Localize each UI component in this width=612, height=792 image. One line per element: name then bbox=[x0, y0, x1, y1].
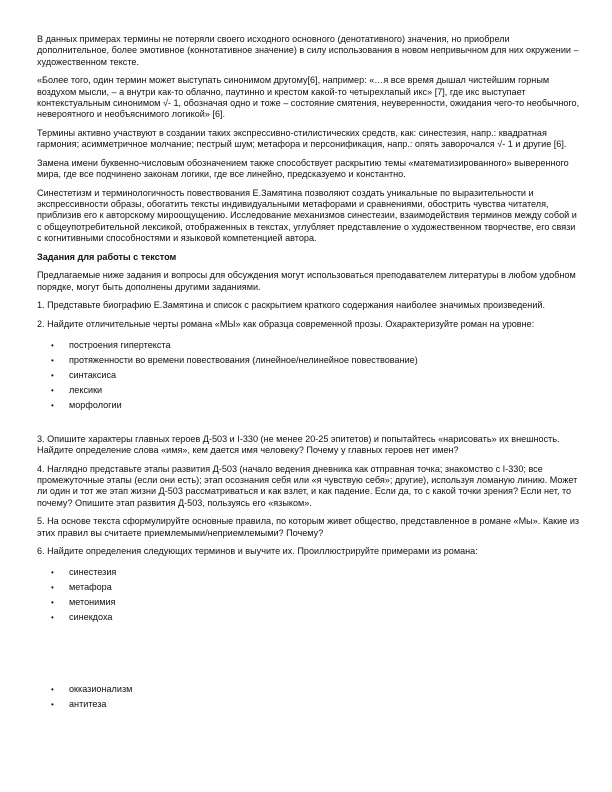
bullet-icon: • bbox=[51, 370, 54, 380]
bullet-icon: • bbox=[51, 699, 54, 709]
task-1: 1. Представьте биографию Е.Замятина и список с раскрытием краткого содержания наиболее значимых произведений. bbox=[37, 300, 546, 311]
list-item: • синестезия bbox=[37, 565, 582, 580]
document-body bbox=[37, 34, 582, 719]
bullet-icon: • bbox=[51, 400, 54, 410]
list-item: • синтаксиса bbox=[37, 368, 582, 383]
list-item: • метафора bbox=[37, 580, 582, 595]
list-item: • лексики bbox=[37, 383, 582, 398]
bullet-icon: • bbox=[51, 340, 54, 350]
bullet-icon: • bbox=[51, 684, 54, 694]
bullet-icon: • bbox=[51, 567, 54, 577]
bullet-icon: • bbox=[51, 612, 54, 622]
task-2: 2. Найдите отличительные черты романа «МЫ» как образца современной прозы. Охарактеризуйте роман на уровне: bbox=[37, 319, 535, 330]
paragraph-3: Термины активно участвуют в создании таких экспрессивно-стилистических средств, как: синестезия, напр.: квадратная гармония; асимметричное молчание; пестрый шум; метафора и персонификация, напр.: опять заворочался √- 1 и другие [6]. bbox=[37, 127, 567, 150]
spacer bbox=[37, 420, 582, 434]
section-heading: Задания для работы с текстом bbox=[37, 251, 177, 262]
bullet-icon: • bbox=[51, 355, 54, 365]
task-3: 3. Опишите характеры главных героев Д-503 и I-330 (не менее 20-25 эпитетов) и попытайтесь «нарисовать» их внешность. Найдите определение слова «имя», кем дается имя человеку? Почему у главных героев нет имен? bbox=[37, 433, 560, 456]
list-item: • построения гипертекста bbox=[37, 338, 582, 353]
paragraph-2: «Более того, один термин может выступать синонимом другому[6], например: «…я все время дышал чистейшим горным воздухом мысли, – а внутри как-то облачно, паутинно и крестом какой-то четырехлапый икс» [7], где икс выступает контекстуальным синонимом √- 1, обозначая одно и тоже – состояние смятения, неуверенности, ожидания чего-то необычного, невероятного и необъяснимого логикой» [6]. bbox=[37, 75, 580, 120]
bullet-icon: • bbox=[51, 385, 54, 395]
paragraph-4: Замена имени буквенно-числовым обозначением также способствует раскрытию темы «математизированного» выверенного мира, где все подчинено законам логики, где все линейно, предсказуемо и константно. bbox=[37, 157, 569, 180]
list-item: • окказионализм bbox=[37, 682, 582, 697]
task-5: 5. На основе текста сформулируйте основные правила, по которым живет общество, представленное в романе «Мы». Какие из этих правил вы считаете приемлемыми/неприемлемыми? Почему? bbox=[37, 516, 580, 538]
task-6: 6. Найдите определения следующих терминов и выучите их. Проиллюстрируйте примерами из романа: bbox=[37, 546, 478, 557]
terms-list bbox=[37, 565, 582, 625]
bullet-icon: • bbox=[51, 597, 54, 607]
list-item: • протяженности во времени повествования (линейное/нелинейное повествование) bbox=[37, 353, 582, 368]
terms-list-continued bbox=[37, 682, 582, 712]
list-item: • метонимия bbox=[37, 595, 582, 610]
paragraph-1: В данных примерах термины не потеряли своего исходного основного (денотативного) значения, но приобрели дополнительное, более эмотивное (коннотативное значение) в силу использования в новом непривычном для них окружении – художественном тексте. bbox=[37, 34, 579, 67]
intro-paragraph: Предлагаемые ниже задания и вопросы для обсуждения могут использоваться преподавателем литературы в любом удобном порядке, могут быть дополнены другими заданиями. bbox=[37, 270, 576, 292]
task-4: 4. Наглядно представьте этапы развития Д-503 (начало ведения дневника как отправная точка; знакомство с I-330; все промежуточные этапы (если они есть); этап осознания себя или «я чувствую себя»; другие), используя ломаную линию. Может ли один и тот же этап жизни Д-503 рассматриваться и как взлет, и как падение. Если да, то с какой точки зрения? Если нет, то почему? Опишите этап развития Д-503, пользуясь его «языком». bbox=[37, 463, 578, 508]
spacer bbox=[37, 632, 582, 682]
list-item: • морфологии bbox=[37, 398, 582, 413]
list-item: • антитеза bbox=[37, 697, 582, 712]
levels-list bbox=[37, 338, 582, 413]
paragraph-5: Синестетизм и терминологичность повествования Е.Замятина позволяют создать уникальные по выразительности и экспрессивности образы, обогатить тексты индивидуальными метафорами и сравнениями, обострить чувства читателя, приблизив его к авторскому мироощущению. Исследование механизмов синестезии, взаимодействия терминов между собой и с общеупотребительной лексикой, отображенных в текстах, углубляет представление о художественном творчестве, его связи с когнитивными способностями и языковой компетенцией автора. bbox=[37, 187, 577, 244]
list-item: • синекдоха bbox=[37, 610, 582, 625]
bullet-icon: • bbox=[51, 582, 54, 592]
